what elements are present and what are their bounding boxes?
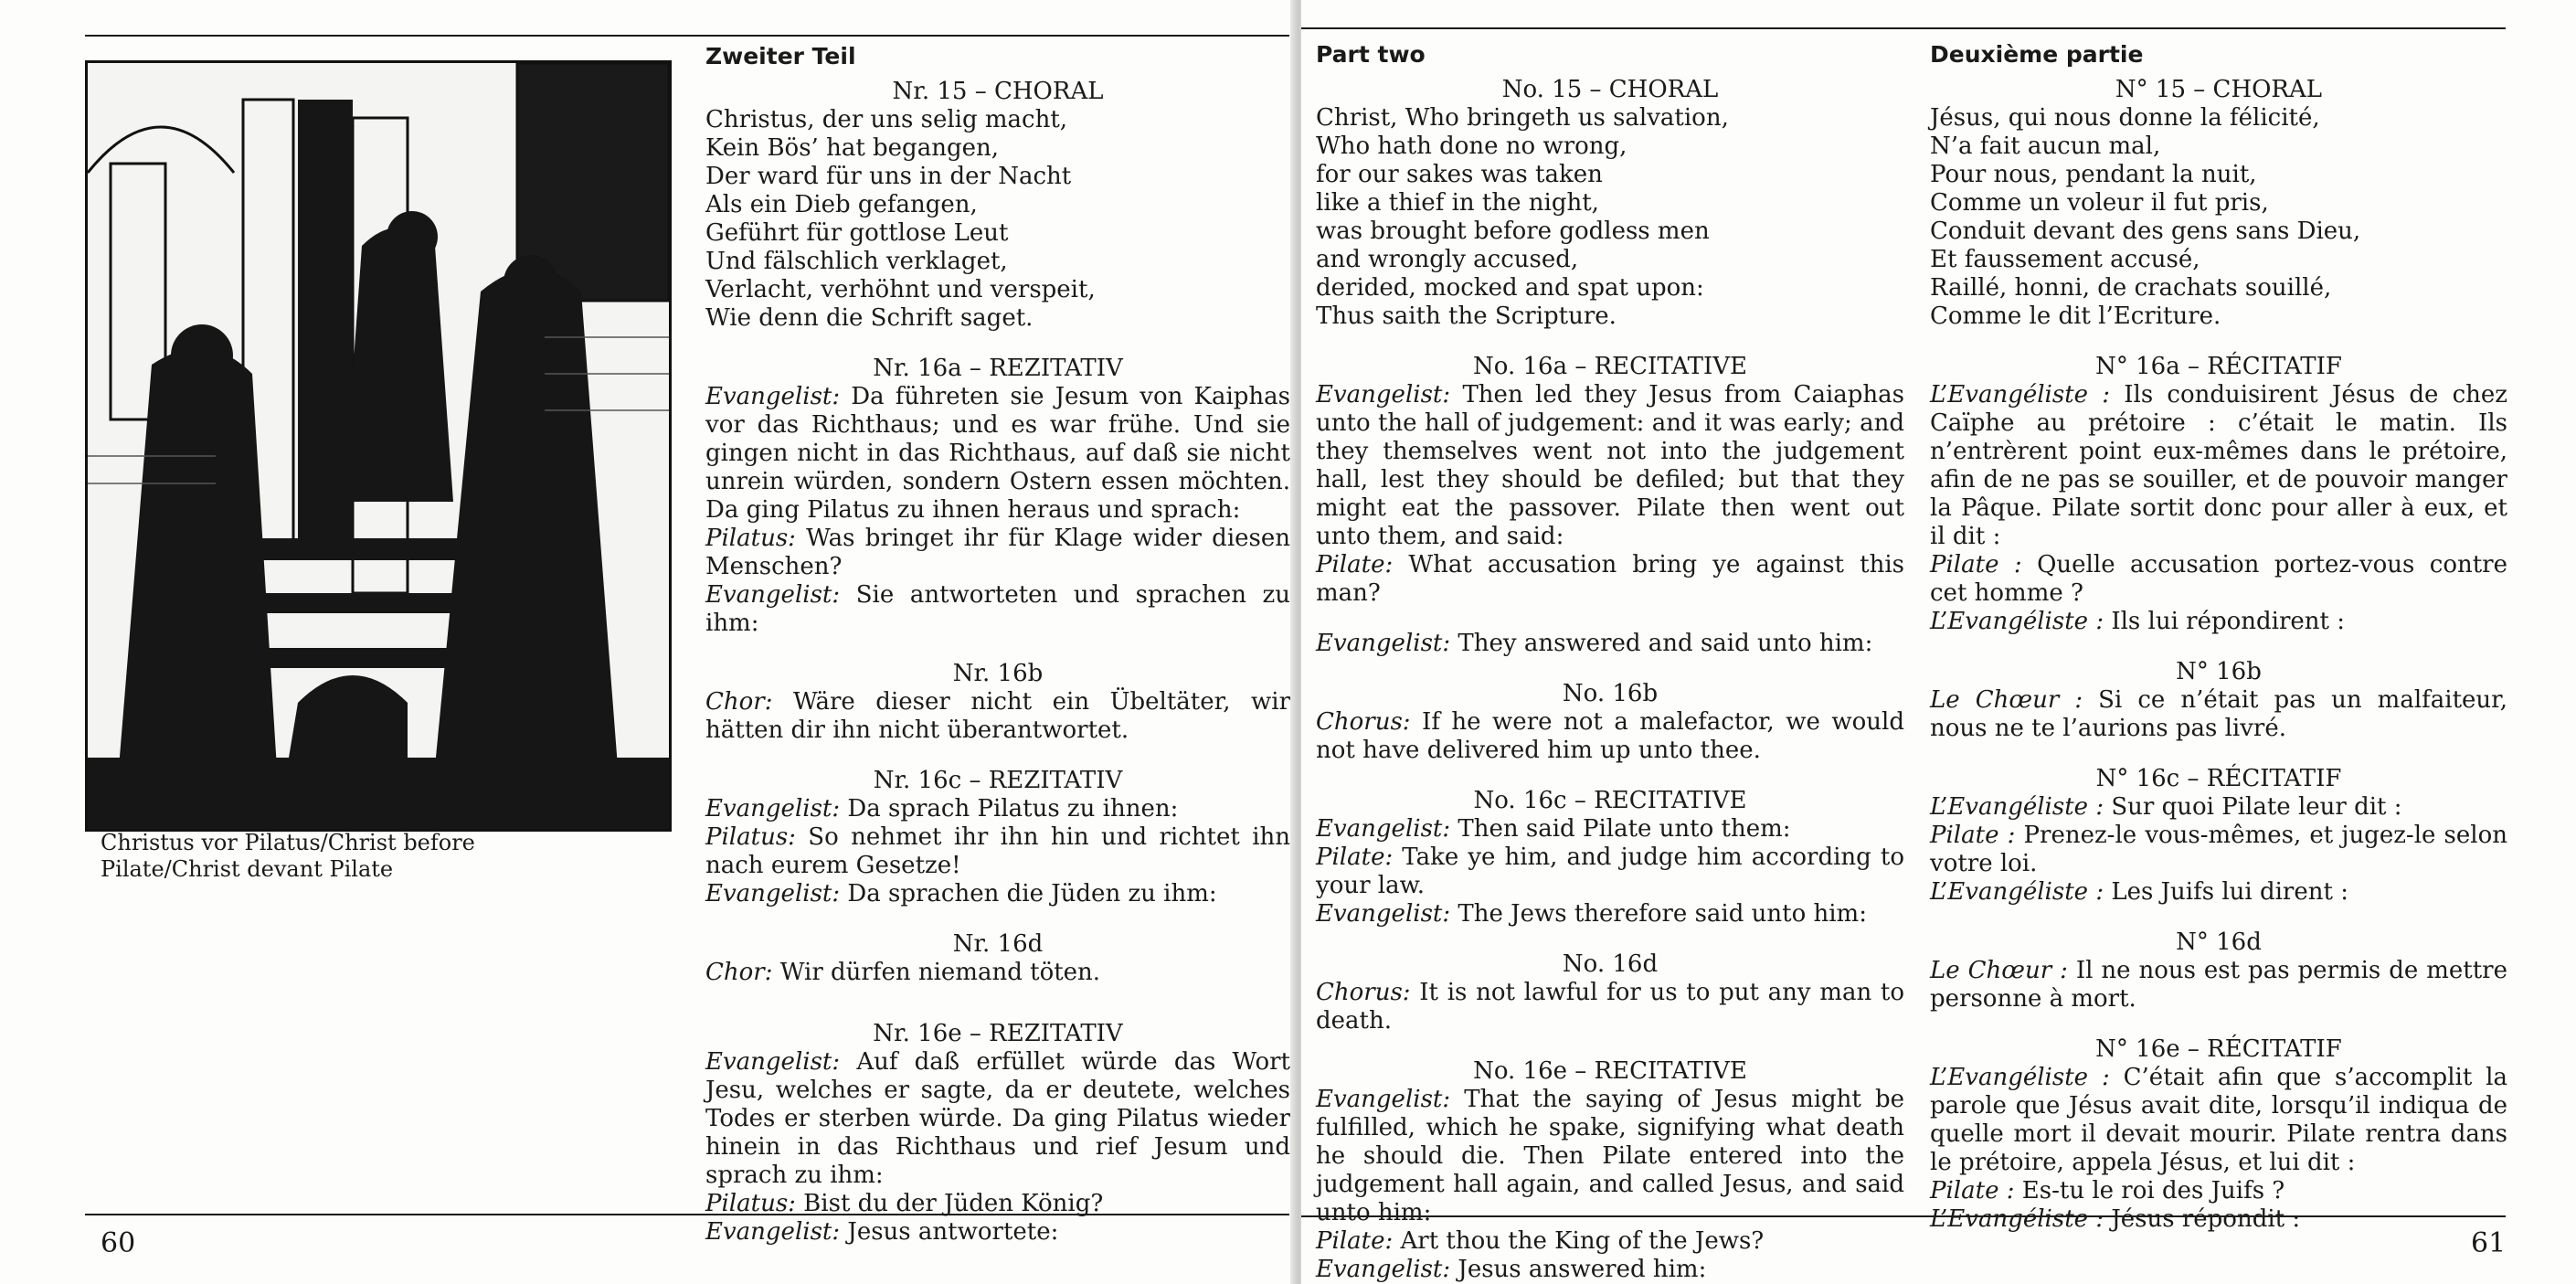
bottom-rule xyxy=(1301,1215,2506,1217)
recitative-title: N° 16a – RÉCITATIF xyxy=(2095,353,2342,380)
choral-line: derided, mocked and spat upon: xyxy=(1316,274,1704,302)
speech-text: Da sprachen die Jüden zu ihm: xyxy=(840,880,1217,907)
speech-text: It is not lawful for us to put any man to death. xyxy=(1316,979,1904,1035)
speaker-label: Evangelist: xyxy=(705,581,841,609)
speech-text: Les Juifs lui dirent : xyxy=(2104,878,2348,906)
speech-text: Prenez-le vous-mêmes, et jugez-le selon votre loi. xyxy=(1930,822,2507,877)
speech-text: What accusation bring ye against this man? xyxy=(1316,551,1904,607)
speech-text: Was bringet ihr für Klage wider diesen Menschen? xyxy=(705,525,1290,580)
speaker-label: L’Evangéliste : xyxy=(1930,608,2104,635)
choral-line: Who hath done no wrong, xyxy=(1316,133,1627,160)
speaker-label: Pilatus: xyxy=(705,525,796,552)
speaker-label: L’Evangéliste : xyxy=(1930,381,2111,409)
choral-line: Comme un voleur il fut pris, xyxy=(1930,189,2269,217)
speaker-label: Pilate : xyxy=(1930,822,2016,849)
choral-title: Nr. 15 – CHORAL xyxy=(892,78,1104,105)
speaker-label: Pilatus: xyxy=(705,1190,796,1217)
speaker-label: Pilate: xyxy=(1316,844,1394,871)
french-column xyxy=(1930,40,2507,1234)
german-column xyxy=(705,42,1290,1247)
choral-lines xyxy=(1316,104,1904,331)
caption-line: Pilate/Christ devant Pilate xyxy=(101,856,394,882)
number-title: N° 16b xyxy=(2176,658,2262,685)
choral-line: Comme le dit l’Ecriture. xyxy=(1930,302,2221,330)
speech xyxy=(1316,630,1904,658)
speech xyxy=(705,581,1290,638)
choral-line: like a thief in the night, xyxy=(1316,189,1599,217)
choral-line: and wrongly accused, xyxy=(1316,246,1579,273)
choral-line: Und fälschlich verklaget, xyxy=(705,248,1008,275)
recitative-title: Nr. 16c – REZITATIV xyxy=(873,767,1123,794)
recitative-title: No. 16c – RECITATIVE xyxy=(1473,787,1747,814)
choral-line: Als ein Dieb gefangen, xyxy=(705,191,978,218)
choral-line: Geführt für gottlose Leut xyxy=(705,219,1009,247)
choral-line: Christ, Who bringeth us salvation, xyxy=(1316,104,1729,132)
speech xyxy=(1930,608,2507,636)
choral-line: Jésus, qui nous donne la félicité, xyxy=(1930,104,2320,132)
choral-line: Thus saith the Scripture. xyxy=(1316,302,1617,330)
speaker-label: Evangelist: xyxy=(1316,630,1451,657)
speech xyxy=(705,880,1290,908)
recitative-title: N° 16e – RÉCITATIF xyxy=(2095,1035,2342,1063)
speech-text: They answered and said unto him: xyxy=(1450,630,1873,657)
speaker-label: Pilate: xyxy=(1316,1227,1394,1255)
speech xyxy=(705,959,1290,987)
speech-text: Then said Pilate unto them: xyxy=(1450,815,1791,843)
speaker-label: L’Evangéliste : xyxy=(1930,793,2104,821)
number-title: No. 16b xyxy=(1562,680,1659,707)
speech xyxy=(705,688,1290,745)
speaker-label: Evangelist: xyxy=(1316,381,1451,409)
speaker-label: Le Chœur : xyxy=(1930,686,2083,714)
page-number: 61 xyxy=(2471,1227,2507,1259)
speech xyxy=(1316,1256,1904,1284)
speech-text: Sur quoi Pilate leur dit : xyxy=(2104,793,2402,821)
speech-text: Sie antworteten und sprachen zu ihm: xyxy=(705,581,1290,637)
choral-line: Kein Bös’ hat begangen, xyxy=(705,134,999,162)
speaker-label: Chor: xyxy=(705,959,773,986)
speaker-label: L’Evangéliste : xyxy=(1930,1205,2104,1233)
speaker-label: Evangelist: xyxy=(705,1048,841,1076)
speech xyxy=(1930,686,2507,743)
top-rule xyxy=(1301,27,2506,29)
speech-text: If he were not a malefactor, we would not have delivered him up unto thee. xyxy=(1316,708,1904,764)
choral-line: was brought before godless men xyxy=(1316,218,1710,245)
woodcut-illustration xyxy=(85,60,672,832)
speech xyxy=(1316,979,1904,1035)
speech-text: Es-tu le roi des Juifs ? xyxy=(2014,1177,2285,1204)
speech xyxy=(705,525,1290,581)
speech-text: C’était afin que s’accomplit la parole que Jésus avait dite, lorsqu’il indiqua de quelle mort il devait mourir. Pilate rentra dans le prétoire, appela Jésus, et lui dit : xyxy=(1930,1064,2507,1176)
speech-text: The Jews therefore said unto him: xyxy=(1450,900,1867,928)
speech-text: Art thou the King of the Jews? xyxy=(1393,1227,1765,1255)
speech xyxy=(705,823,1290,880)
speaker-label: Evangelist: xyxy=(705,1218,841,1246)
bottom-rule xyxy=(85,1214,1289,1215)
speaker-label: Pilate : xyxy=(1930,551,2022,578)
speaker-label: Evangelist: xyxy=(1316,1256,1451,1283)
section-title: Deuxième partie xyxy=(1930,41,2144,68)
recitative-title: Nr. 16e – REZITATIV xyxy=(873,1020,1123,1047)
speech-text: Wäre dieser nicht ein Übeltäter, wir hätten dir ihn nicht überantwortet. xyxy=(705,688,1290,744)
speech-text: Da sprach Pilatus zu ihnen: xyxy=(840,795,1179,822)
choral-line: Verlacht, verhöhnt und verspeit, xyxy=(705,276,1096,303)
speech-text: That the saying of Jesus might be fulfilled, which he spake, signifying what death he should die. Then Pilate entered into the judgement hall again, and called Jesus, and said unto him: xyxy=(1316,1086,1904,1226)
recitative-title: No. 16a – RECITATIVE xyxy=(1473,353,1747,380)
speech xyxy=(1930,878,2507,907)
speech xyxy=(1316,815,1904,844)
speaker-label: Evangelist: xyxy=(705,795,841,822)
speaker-label: L’Evangéliste : xyxy=(1930,1064,2110,1091)
number-title: No. 16d xyxy=(1562,950,1659,978)
speech-text: Si ce n’était pas un malfaiteur, nous ne te l’aurions pas livré. xyxy=(1930,686,2507,742)
speech xyxy=(1316,551,1904,608)
recitative-title: No. 16e – RECITATIVE xyxy=(1473,1057,1747,1085)
speaker-label: Chorus: xyxy=(1316,708,1411,736)
choral-line: Et faussement accusé, xyxy=(1930,246,2200,273)
speech xyxy=(1930,1205,2507,1234)
speaker-label: Pilate: xyxy=(1316,551,1394,578)
choral-line: N’a fait aucun mal, xyxy=(1930,133,2161,160)
section-title: Part two xyxy=(1316,41,1426,68)
speech xyxy=(1930,1177,2507,1205)
choral-line: for our sakes was taken xyxy=(1316,161,1603,188)
section-title: Zweiter Teil xyxy=(705,43,856,69)
figure-caption xyxy=(101,830,475,883)
speech-text: Then led they Jesus from Caiaphas unto the hall of judgement: and it was early; and they themselves went not into the judgement hall, lest they should be defiled; but that they might eat the passover. Pilate then went out unto them, and said: xyxy=(1316,381,1904,550)
speech-text: Jésus répondit : xyxy=(2104,1205,2301,1233)
speaker-label: Chorus: xyxy=(1316,979,1411,1006)
speaker-label: Evangelist: xyxy=(1316,1086,1451,1113)
choral-line: Christus, der uns selig macht, xyxy=(705,106,1068,133)
speaker-label: Pilate : xyxy=(1930,1177,2015,1204)
christ-before-pilate-image xyxy=(88,63,669,829)
number-title: Nr. 16b xyxy=(952,660,1044,687)
top-rule xyxy=(85,35,1289,37)
speech xyxy=(1930,381,2507,551)
recitative-title: Nr. 16a – REZITATIV xyxy=(873,355,1123,382)
choral-line: Der ward für uns in der Nacht xyxy=(705,163,1072,190)
speech xyxy=(1316,1086,1904,1227)
speaker-label: Chor: xyxy=(705,688,773,716)
speech-text: Il ne nous est pas permis de mettre personne à mort. xyxy=(1930,957,2507,1013)
speech-text: Wir dürfen niemand töten. xyxy=(772,959,1101,986)
choral-line: Conduit devant des gens sans Dieu, xyxy=(1930,218,2361,245)
choral-line: Raillé, honni, de crachats souillé, xyxy=(1930,274,2332,302)
speech xyxy=(1930,1064,2507,1177)
number-title: N° 16d xyxy=(2176,929,2262,956)
recitative-title: N° 16c – RÉCITATIF xyxy=(2095,765,2342,792)
speech xyxy=(1316,381,1904,551)
speech xyxy=(1316,900,1904,929)
speaker-label: Evangelist: xyxy=(1316,815,1451,843)
speech xyxy=(705,383,1290,525)
speech-text: Quelle accusation portez-vous contre cet homme ? xyxy=(1930,551,2507,607)
speech-text: Ils conduisirent Jésus de chez Caïphe au prétoire : c’était le matin. Ils n’entrèrent point eux-mêmes dans le prétoire, afin de ne pas se souiller, et de pouvoir manger la Pâque. Pilate sortit donc pour aller à eux, et il dit : xyxy=(1930,381,2508,550)
speech xyxy=(705,1048,1290,1190)
speech-text: Take ye him, and judge him according to your law. xyxy=(1316,844,1904,899)
speech xyxy=(1930,957,2507,1013)
speaker-label: Evangelist: xyxy=(705,383,841,410)
speaker-label: Pilatus: xyxy=(705,823,796,851)
speech xyxy=(1316,844,1904,900)
choral-title: N° 15 – CHORAL xyxy=(2115,76,2323,103)
number-title: Nr. 16d xyxy=(952,930,1044,958)
english-column xyxy=(1316,40,1904,1284)
speech-text: Jesus answered him: xyxy=(1450,1256,1707,1283)
speech xyxy=(1930,793,2507,822)
caption-line: Christus vor Pilatus/Christ before xyxy=(101,830,475,855)
speech-text: Jesus antwortete: xyxy=(840,1218,1059,1246)
speech xyxy=(1316,1227,1904,1256)
speaker-label: Le Chœur : xyxy=(1930,957,2068,984)
speech-text: Da führeten sie Jesum von Kaiphas vor das Richthaus; und es war frühe. Und sie gingen nicht in das Richthaus, auf daß sie nicht unrein würden, sondern Ostern essen möchten. Da ging Pilatus zu ihnen heraus und sprach: xyxy=(705,383,1290,524)
speaker-label: Evangelist: xyxy=(705,880,841,907)
choral-lines xyxy=(1930,104,2507,331)
speech-text: Bist du der Jüden König? xyxy=(795,1190,1104,1217)
speaker-label: Evangelist: xyxy=(1316,900,1451,928)
speech xyxy=(1316,708,1904,765)
choral-title: No. 15 – CHORAL xyxy=(1501,76,1719,103)
speech xyxy=(705,795,1290,823)
choral-line: Pour nous, pendant la nuit, xyxy=(1930,161,2257,188)
right-page xyxy=(1301,0,2576,1284)
speech xyxy=(1930,822,2507,878)
speaker-label: L’Evangéliste : xyxy=(1930,878,2104,906)
speech-text: Auf daß erfüllet würde das Wort Jesu, welches er sagte, da er deutete, welches Todes er sterben würde. Da ging Pilatus wieder hinein in das Richthaus und rief Jesum und sprach zu ihm: xyxy=(705,1048,1290,1189)
speech-text: Ils lui répondirent : xyxy=(2104,608,2346,635)
choral-line: Wie denn die Schrift saget. xyxy=(705,304,1034,332)
speech xyxy=(1930,551,2507,608)
speech xyxy=(705,1218,1290,1247)
choral-lines xyxy=(705,106,1290,333)
page-number: 60 xyxy=(101,1227,136,1259)
speech-text: So nehmet ihr ihn hin und richtet ihn nach eurem Gesetze! xyxy=(705,823,1290,879)
